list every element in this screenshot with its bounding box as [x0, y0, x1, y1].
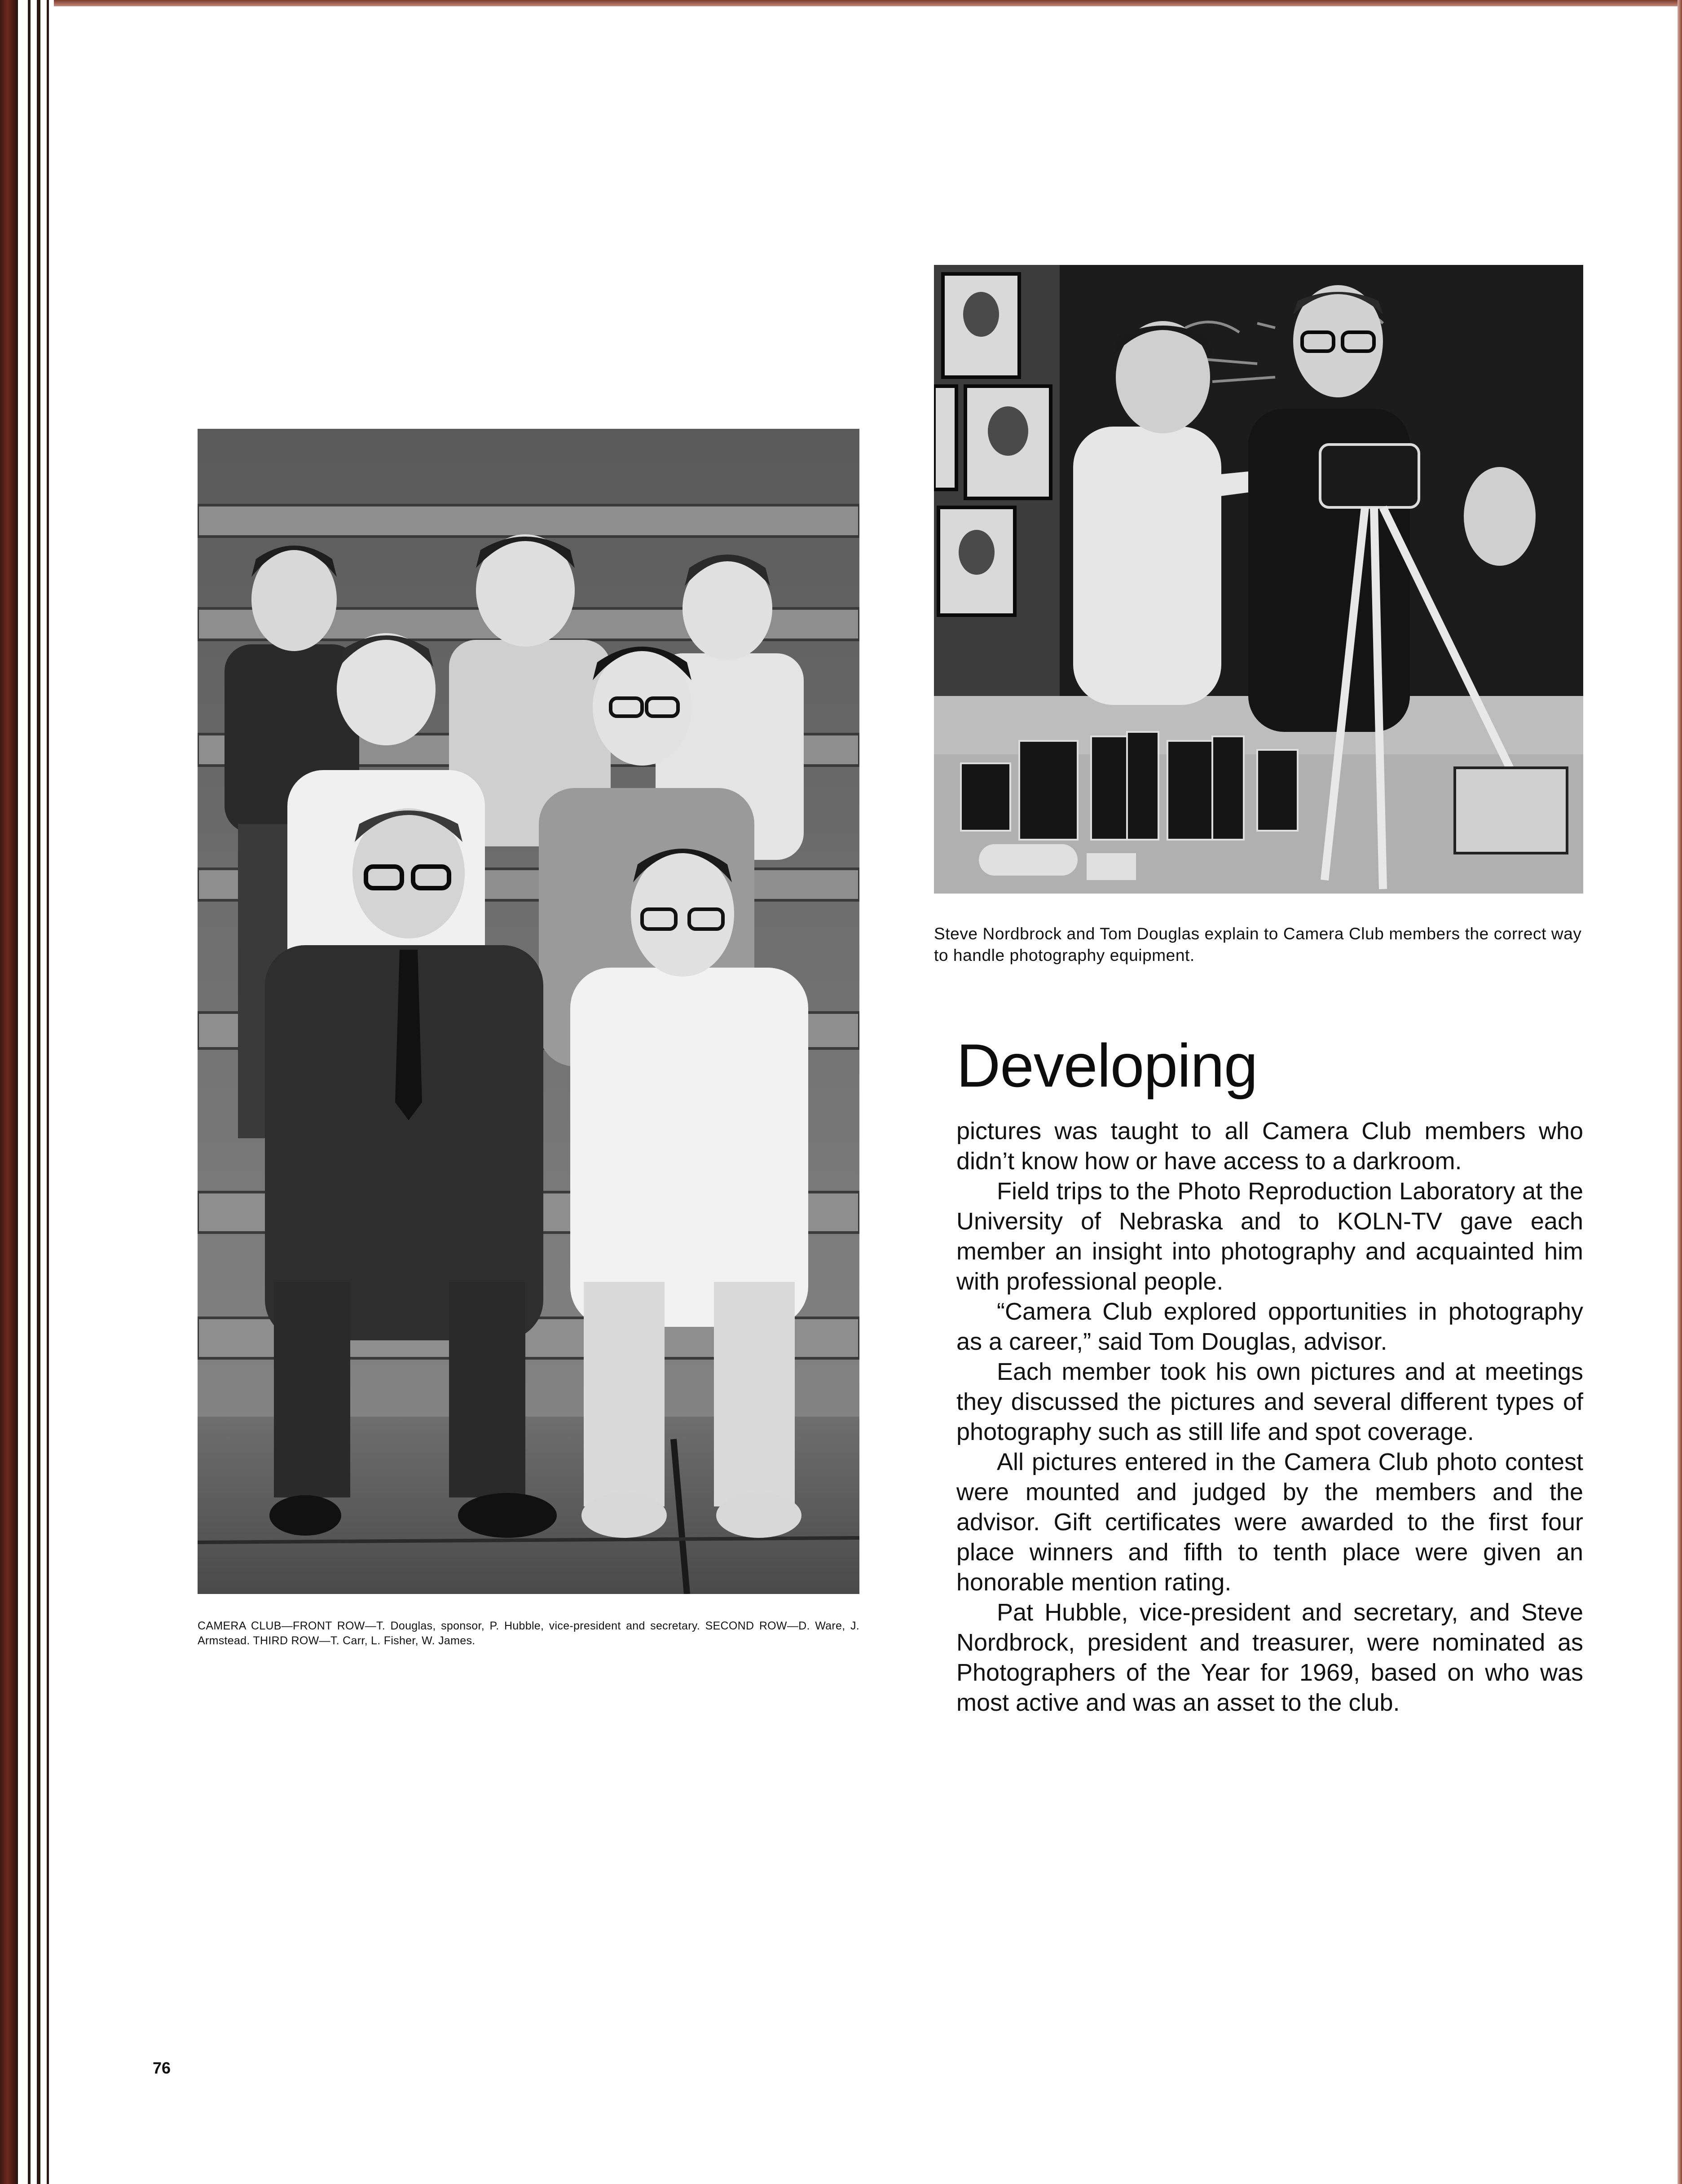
article-paragraph: Each member took his own pictures and at meetings they discussed the pictures and several different types of photography such as still life and spot coverage.	[956, 1358, 1583, 1445]
spine-rule	[47, 0, 49, 2184]
article-paragraph: pictures was taught to all Camera Club members who didn’t know how or have access to a darkroom.	[956, 1118, 1583, 1175]
article-paragraph: “Camera Club explored opportunities in photography as a career,” said Tom Douglas, advisor.	[956, 1298, 1583, 1355]
article-paragraph: Field trips to the Photo Reproduction Laboratory at the University of Nebraska and to KOLN-TV gave each member an insight into photography and acquainted him with professional people.	[956, 1178, 1583, 1295]
spine-rule	[37, 0, 40, 2184]
demo-photo-caption: Steve Nordbrock and Tom Douglas explain to Camera Club members the correct way to handle photography equipment.	[934, 925, 1582, 964]
article-body	[956, 1116, 1583, 1718]
page-top-edge	[54, 0, 1682, 6]
group-photo-illustration	[198, 429, 859, 1594]
article-headline: Developing	[956, 1031, 1258, 1100]
page-right-edge	[1678, 0, 1682, 2184]
demo-photo-illustration	[934, 265, 1583, 894]
spine-rule	[28, 0, 31, 2184]
equipment-demo-photo	[934, 265, 1583, 894]
page-number: 76	[153, 2059, 171, 2077]
group-photo-caption: CAMERA CLUB—FRONT ROW—T. Douglas, sponsor, P. Hubble, vice-president and secretary. SECOND ROW—D. Ware, J. Armstead. THIRD ROW—T. Carr, L. Fisher, W. James.	[198, 1620, 859, 1647]
article-paragraph: All pictures entered in the Camera Club photo contest were mounted and judged by the members and the advisor. Gift certificates were awarded to the first four place winners and fifth to tenth place were given an honorable mention rating.	[956, 1449, 1583, 1596]
camera-club-group-photo	[198, 429, 859, 1594]
book-spine-edge	[0, 0, 18, 2184]
article-paragraph: Pat Hubble, vice-president and secretary, and Steve Nordbrock, president and treasurer, were nominated as Photographers of the Year for 1969, based on who was most active and was an asset to the club.	[956, 1599, 1583, 1716]
